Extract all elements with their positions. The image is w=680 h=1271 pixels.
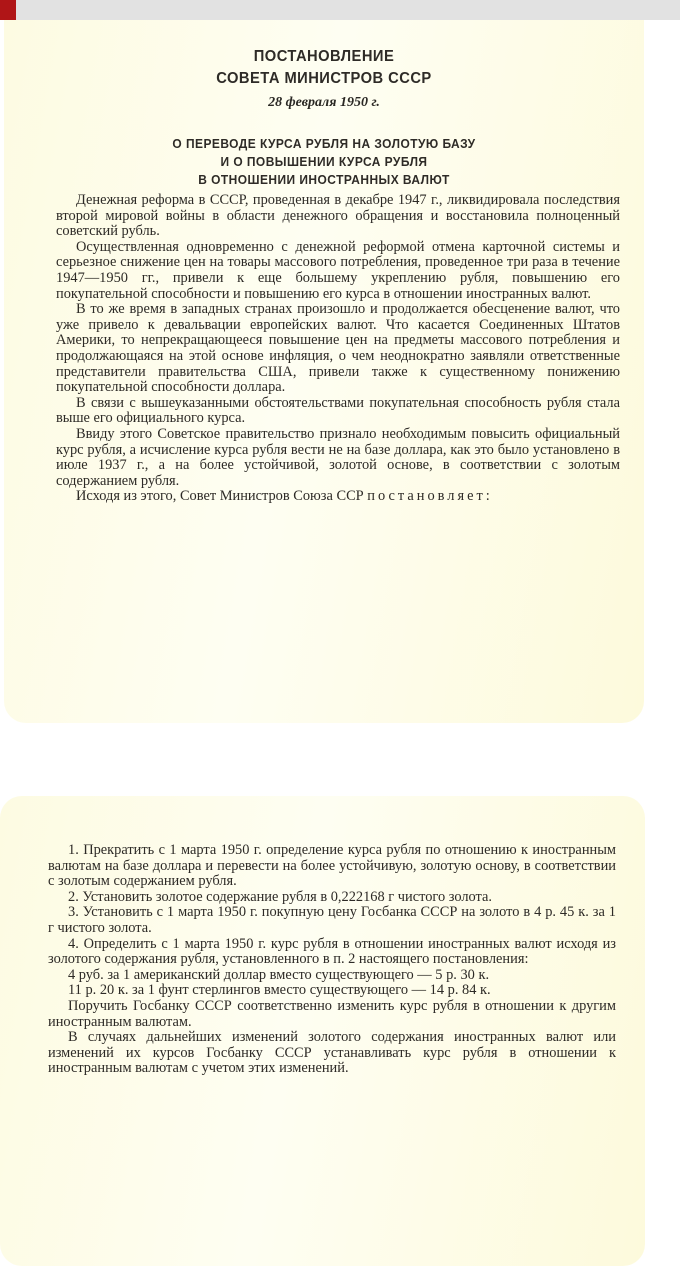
brand-mark: [0, 0, 16, 20]
preamble: [56, 193, 620, 505]
decision-item: 3. Установить с 1 марта 1950 г. покупную цену Госбанка СССР на золото в 4 р. 45 к. за 1 г чистого золота.: [48, 904, 616, 936]
title-line-1: ПОСТАНОВЛЕНИЕ: [253, 48, 395, 65]
resolve-paragraph: [56, 489, 620, 505]
rate-usd: 4 руб. за 1 американский доллар вместо существующего — 5 р. 30 к.: [68, 966, 490, 983]
paragraph: Осуществленная одновременно с денежной реформой отмена карточной системы и серьезное снижение цен на товары массового потребления, проведенное три раза в течение 1947—1950 гг., привели к еще большему укреплению рубля, повышению его покупательной способности и повышению его курса в отношении иностранных валют.: [56, 238, 620, 302]
paragraph: Денежная реформа в СССР, проведенная в декабре 1947 г., ликвидировала последствия второй мировой войны в области денежного обращения и восстановила полноценный советский рубль.: [56, 192, 620, 240]
document-title: [30, 46, 619, 90]
paragraph: В связи с вышеуказанными обстоятельствами покупательная способность рубля стала выше его официального курса.: [56, 394, 620, 427]
document-page-2: [0, 796, 645, 1266]
subtitle-line-1: О ПЕРЕВОДЕ КУРСА РУБЛЯ НА ЗОЛОТУЮ БАЗУ: [172, 136, 476, 151]
decisions: [48, 843, 616, 1077]
decision-item: В случаях дальнейших изменений золотого содержания иностранных валют или изменений их курсов Госбанку СССР устанавливать курс рубля в отношении к иностранным валютам с учетом этих изменений.: [48, 1029, 616, 1077]
resolve-intro: Исходя из этого, Совет Министров Союза ССР: [76, 488, 364, 505]
decision-item: Поручить Госбанку СССР соответственно изменить курс рубля в отношении к другим иностранным валютам.: [48, 997, 616, 1030]
paragraph: Ввиду этого Советское правительство признало необходимым повысить официальный курс рубля, а исчисление курса рубля вести не на базе доллара, как это было установлено в июле 1937 г., а на более устойчивой, золотой основе, в соответствии с золотым содержанием рубля.: [56, 425, 620, 489]
decision-item: 4. Определить с 1 марта 1950 г. курс рубля в отношении иностранных валют исходя из золотого содержания рубля, установленного в п. 2 настоящего постановления:: [48, 935, 616, 968]
decision-item: 2. Установить золотое содержание рубля в 0,222168 г чистого золота.: [68, 888, 492, 905]
document-subtitle: [30, 135, 619, 189]
document-page-1: [4, 20, 644, 723]
resolve-word: постановляет:: [367, 488, 493, 505]
top-bar: [0, 0, 680, 20]
document-date: 28 февраля 1950 г.: [268, 95, 380, 110]
paragraph: В то же время в западных странах произошло и продолжается обесценение валют, что уже привело к девальвации европейских валют. Что касается Соединенных Штатов Америки, то непрекращающееся повышение цен на предметы массового потребления и продолжающаяся на этой основе инфляция, о чем неоднократно заявляли ответственные представители правительства США, привели также к существенному понижению покупательной способности доллара.: [56, 301, 620, 396]
rate-gbp: 11 р. 20 к. за 1 фунт стерлингов вместо существующего — 14 р. 84 к.: [68, 982, 491, 999]
subtitle-line-3: В ОТНОШЕНИИ ИНОСТРАННЫХ ВАЛЮТ: [198, 172, 450, 187]
subtitle-line-2: И О ПОВЫШЕНИИ КУРСА РУБЛЯ: [220, 154, 428, 169]
decision-item: 1. Прекратить с 1 марта 1950 г. определение курса рубля по отношению к иностранным валютам на базе доллара и перевести на более устойчивую, золотую основу, в соответствии с золотым содержанием рубля.: [48, 842, 616, 890]
title-line-2: СОВЕТА МИНИСТРОВ СССР: [216, 70, 432, 87]
